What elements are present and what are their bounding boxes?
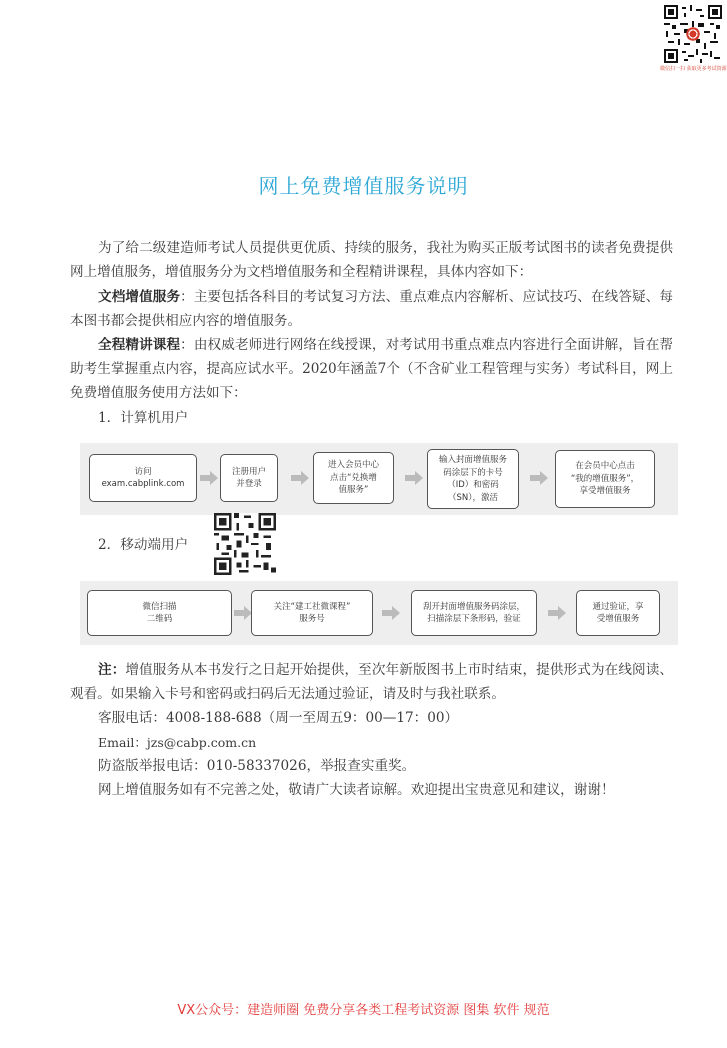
note-label: 注： [98, 662, 126, 678]
note-text: 增值服务从本书发行之日起开始提供，至次年新版图书上市时结束，提供形式为在线阅读、观看。如果输入卡号和密码或扫码后无法通过验证，请及时与我社联系。 [70, 662, 674, 702]
section-computer-label: 1．计算机用户 [98, 410, 189, 426]
arrow-icon [234, 606, 252, 620]
course-service-paragraph [70, 334, 673, 405]
course-service-label: 全程精讲课程 [98, 337, 181, 353]
wechat-qr-code [214, 513, 276, 575]
top-qr-code [664, 5, 722, 63]
flow-computer-step-5: 在会员中心点击 “我的增值服务”， 享受增值服务 [555, 450, 655, 508]
note-paragraph [70, 659, 673, 707]
arrow-icon [200, 471, 218, 485]
service-email: Email：jzs@cabp.com.cn [98, 735, 257, 750]
flow-computer-step-1: 访问 exam.cabplink.com [89, 454, 197, 502]
doc-service-label: 文档增值服务 [98, 289, 181, 305]
course-service-text: ：由权威老师进行网络在线授课，对考试用书重点难点内容进行全面讲解，旨在帮助考生掌握重点内容，提高应试水平。2020年涵盖7个（不含矿业工程管理与实务）考试科目，网上免费增值服务使用方法如下： [70, 337, 674, 401]
arrow-icon [548, 606, 566, 620]
top-qr-caption: 微信扫一扫 获取更多考试资源 [660, 66, 727, 72]
flow-mobile-step-4: 通过验证，享 受增值服务 [576, 590, 660, 636]
anti-piracy-phone: 防盗版举报电话：010-58337026，举报查实重奖。 [98, 758, 416, 774]
flow-mobile-step-3: 刮开封面增值服务码涂层， 扫描涂层下条形码，验证 [411, 590, 537, 636]
intro-paragraph: 为了给二级建造师考试人员提供更优质、持续的服务，我社为购买正版考试图书的读者免费提供网上增值服务，增值服务分为文档增值服务和全程精讲课程，具体内容如下： [70, 240, 673, 280]
doc-service-text: ：主要包括各科目的考试复习方法、重点难点内容解析、应试技巧、在线答疑、每本图书都会提供相应内容的增值服务。 [70, 289, 674, 329]
page-title: 网上免费增值服务说明 [258, 174, 469, 198]
flow-mobile-step-2: 关注“建工社微课程” 服务号 [251, 590, 373, 636]
arrow-icon [530, 471, 548, 485]
doc-service-paragraph [70, 286, 673, 334]
section-mobile-label: 2．移动端用户 [98, 537, 189, 553]
flow-mobile-step-1: 微信扫描 二维码 [87, 590, 232, 636]
closing-paragraph: 网上增值服务如有不完善之处，敬请广大读者谅解。欢迎提出宝贵意见和建议，谢谢！ [98, 782, 615, 798]
flow-computer-step-3: 进入会员中心 点击“兑换增 值服务” [313, 452, 394, 504]
service-phone: 客服电话：4008-188-688（周一至周五9：00—17：00） [98, 710, 459, 726]
flow-computer-step-2: 注册用户 并登录 [220, 454, 278, 502]
arrow-icon [382, 606, 400, 620]
arrow-icon [405, 471, 423, 485]
footer-watermark: VX公众号：建造师圈 免费分享各类工程考试资源 图集 软件 规范 [177, 1003, 550, 1018]
arrow-icon [291, 471, 309, 485]
flow-computer-step-4: 输入封面增值服务 码涂层下的卡号 （ID）和密码 （SN），激活 [427, 449, 519, 509]
